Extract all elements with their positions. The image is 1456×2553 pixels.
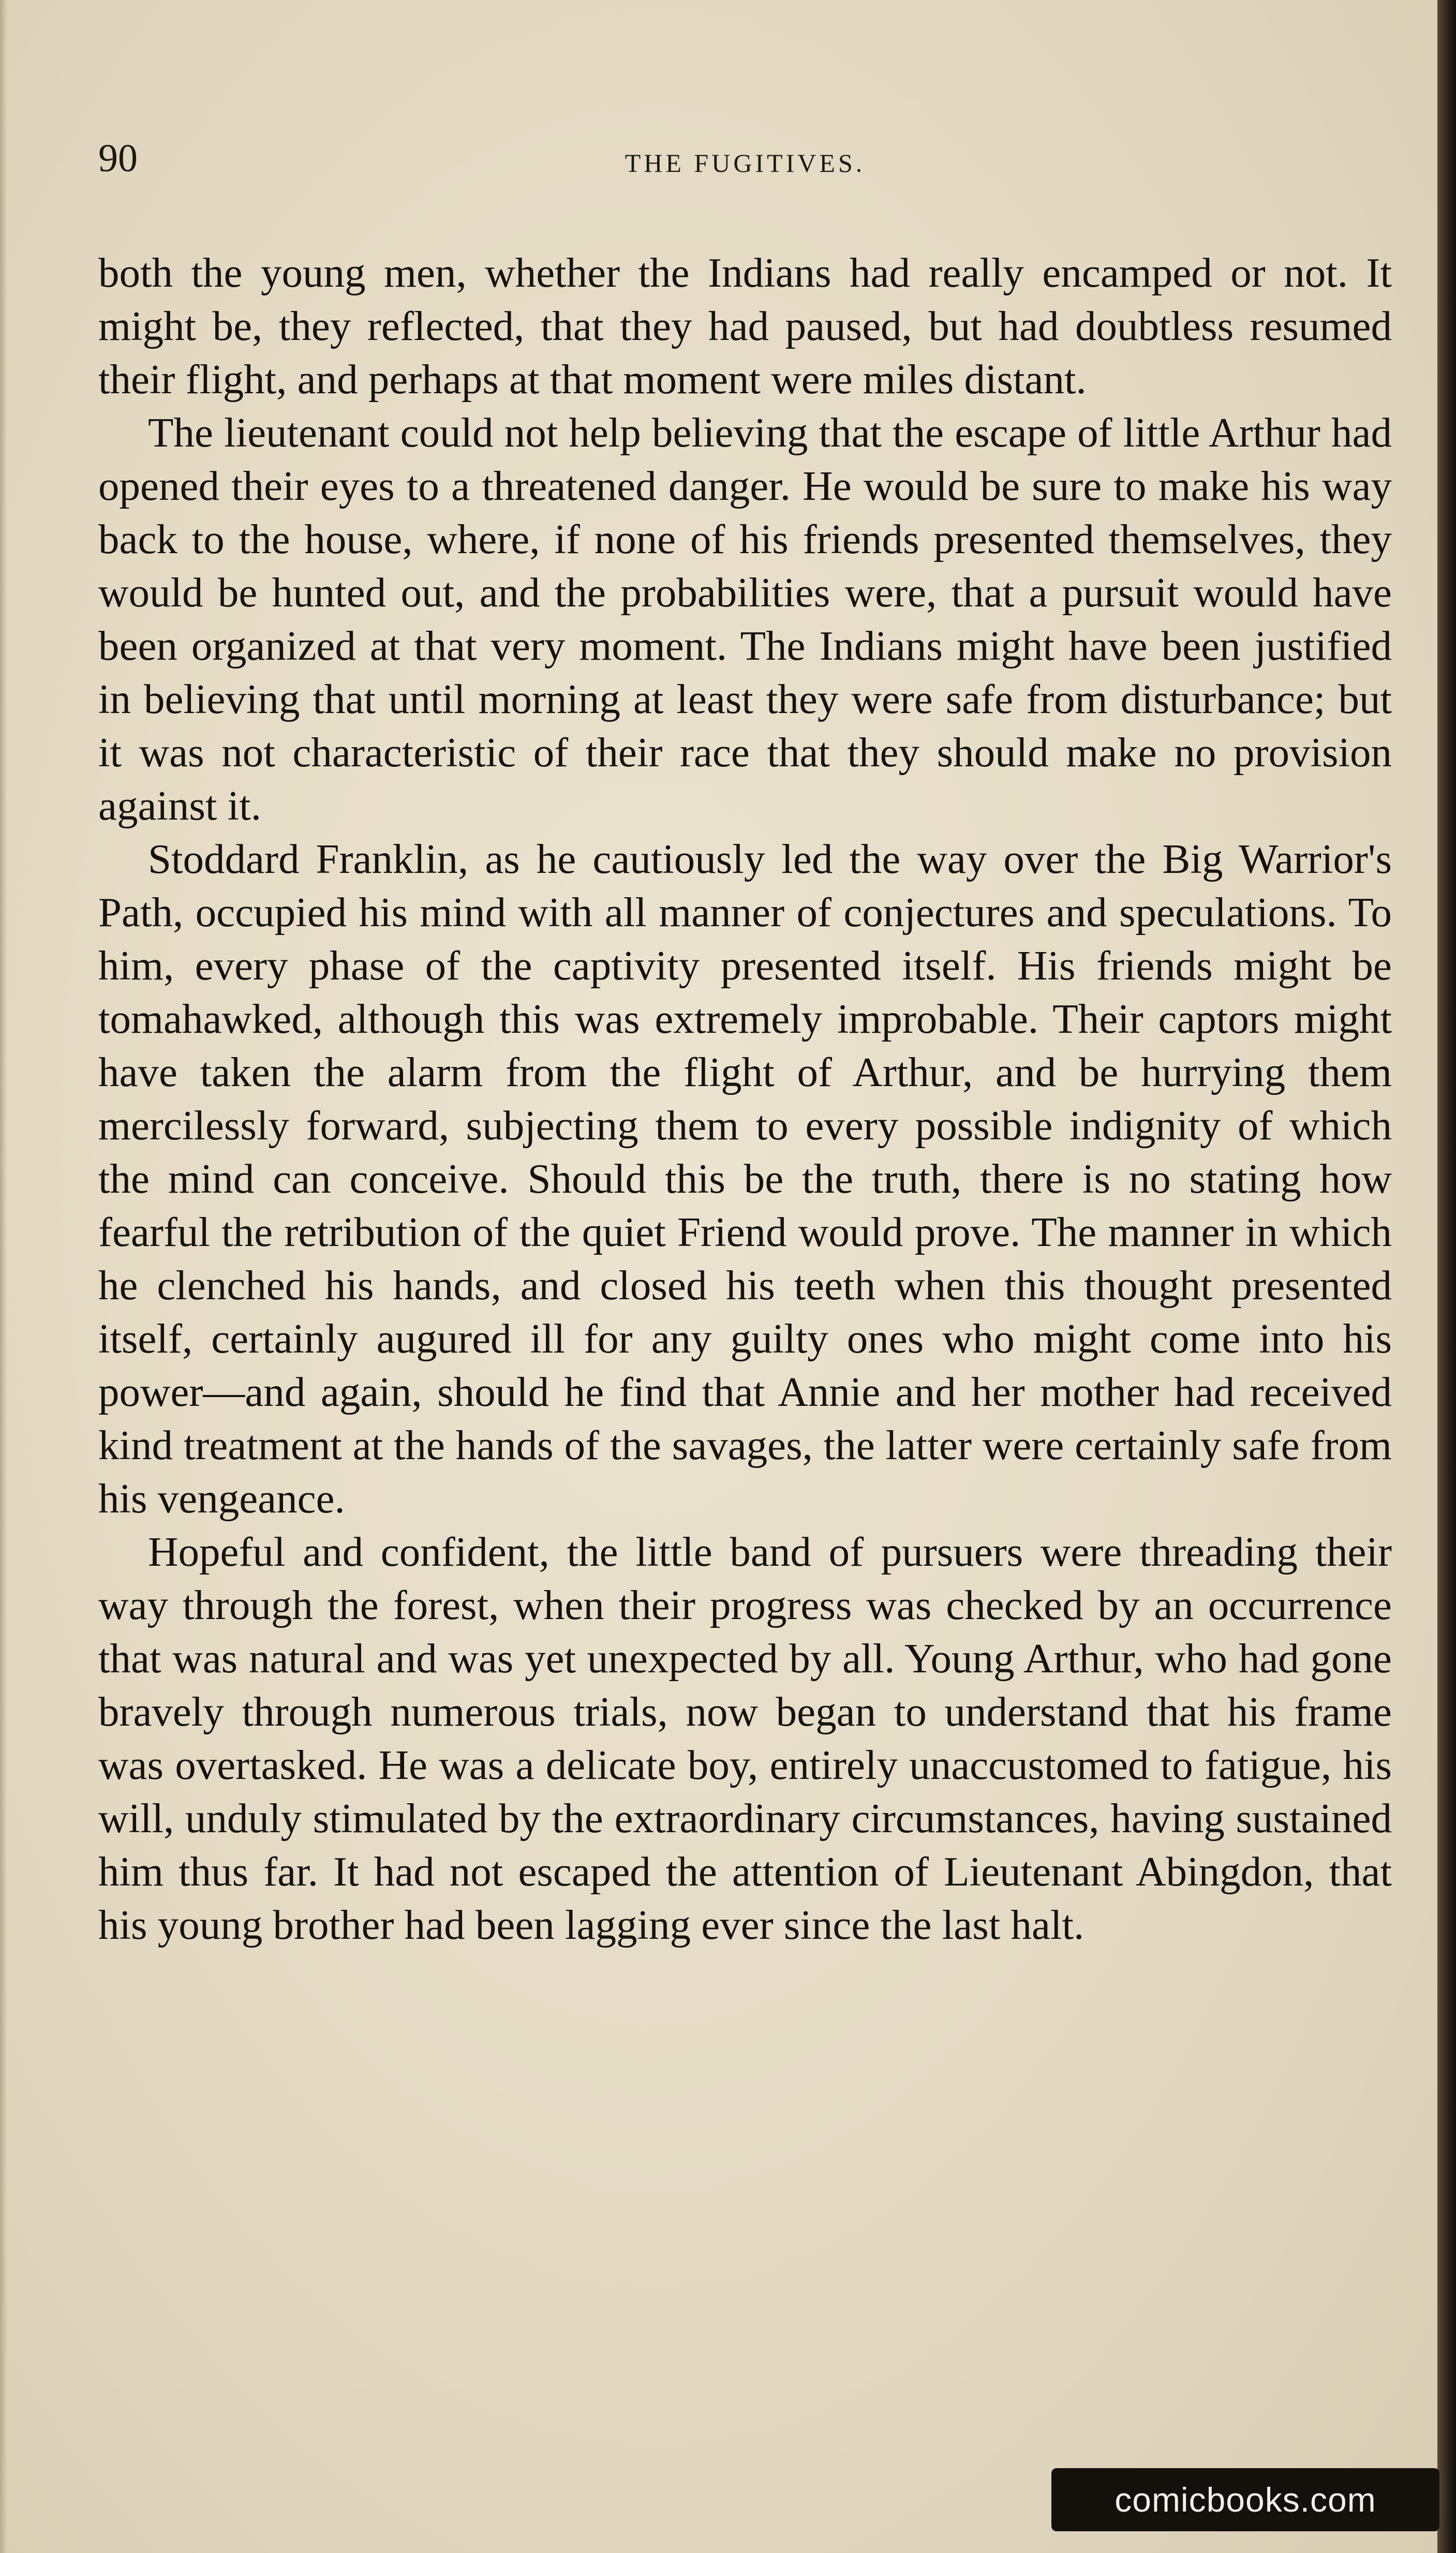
page-number: 90: [98, 137, 138, 180]
page-gutter-shadow: [0, 0, 7, 2553]
watermark: comicbooks.com: [1051, 2468, 1439, 2531]
page-edge-shadow: [1437, 0, 1456, 2553]
page-header: [98, 135, 1392, 191]
paragraph: Hopeful and confident, the little band of pursuers were threading their way through the forest, when their progress was checked by an occurrence that was natural and was yet unexpected by all. Young Arthur, who had gone bravely through numerous trials, now began to understand that his frame was overtasked. He was a delicate boy, entirely unaccustomed to fatigue, his will, unduly stimulated by the extraordinary circumstances, having sustained him thus far. It had not escaped the attention of Lieutenant Abingdon, that his young brother had been lagging ever since the last halt.: [98, 1528, 1392, 1948]
running-title: THE FUGITIVES.: [625, 149, 866, 177]
paragraph: both the young men, whether the Indians had really encamped or not. It might be, they reflected, that they had paused, but had doubtless resumed their flight, and perhaps at that moment were miles distant.: [98, 249, 1392, 403]
paragraph: The lieutenant could not help believing that the escape of little Arthur had opened their eyes to a threatened danger. He would be sure to make his way back to the house, where, if none of his friends presented themselves, they would be hunted out, and the probabilities were, that a pursuit would have been organized at that very moment. The Indians might have been justified in believing that until morning at least they were safe from disturbance; but it was not characteristic of their race that they should make no provision against it.: [98, 409, 1392, 829]
paragraph: Stoddard Franklin, as he cautiously led the way over the Big Warrior's Path, occupied his mind with all manner of conjectures and speculations. To him, every phase of the captivity presented itself. His friends might be tomahawked, although this was extremely improbable. Their captors might have taken the alarm from the flight of Arthur, and be hurrying them mercilessly forward, subjecting them to every possible indignity of which the mind can conceive. Should this be the truth, there is no stating how fearful the retribution of the quiet Friend would prove. The manner in which he clenched his hands, and closed his teeth when this thought presented itself, certainly augured ill for any guilty ones who might come into his power—and again, should he find that Annie and her mother had received kind treatment at the hands of the savages, the latter were certainly safe from his vengeance.: [98, 836, 1392, 1522]
body-text: [98, 246, 1392, 1952]
